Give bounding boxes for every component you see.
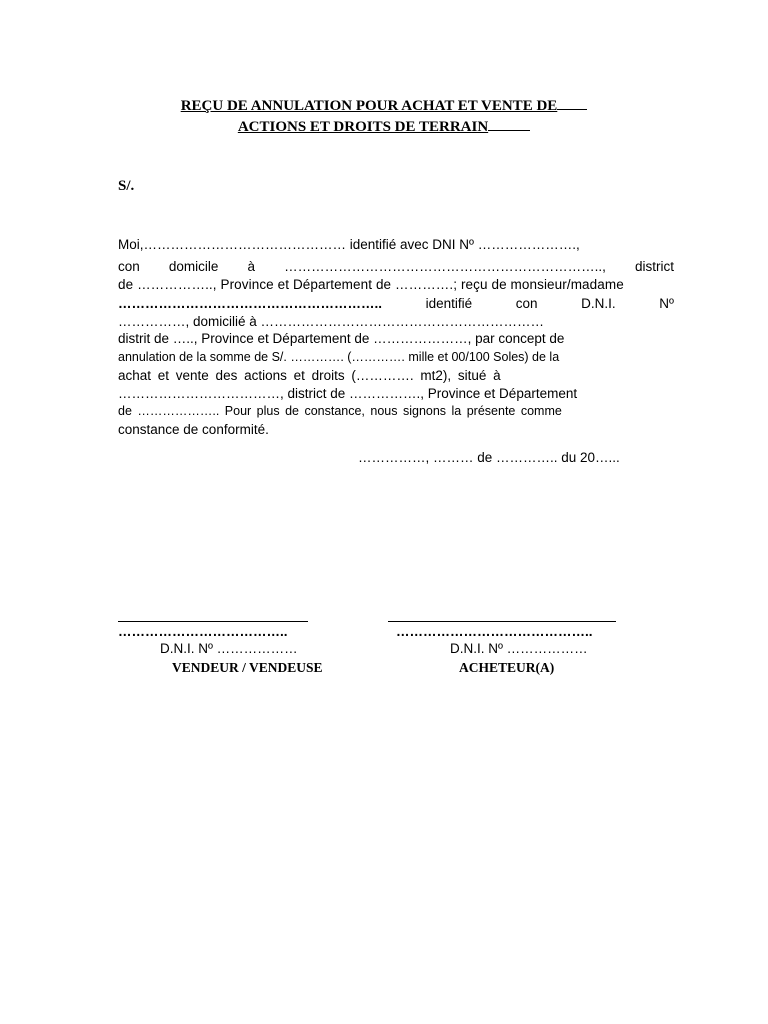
- body-word: con: [118, 259, 140, 274]
- buyer-dni: D.N.I. Nº ………………: [450, 641, 588, 656]
- seller-signature-line: [118, 621, 308, 622]
- body-line-1: Moi,……………………………………… identifié avec DNI Nº ………………….,: [118, 237, 580, 252]
- body-line-6: distrit de ….., Province et Département de …………………, par concept de: [118, 331, 565, 346]
- body-word: D.N.I.: [581, 296, 616, 311]
- seller-name-dots: ………………………………..: [118, 624, 288, 639]
- body-line-5: ……………, domicilié à ………………………………………………………: [118, 314, 545, 329]
- body-word: à: [247, 259, 256, 274]
- body-word: identifié: [425, 296, 473, 311]
- body-line-9: ………………………………, district de ……………., Province et Département: [118, 386, 578, 401]
- body-word: district: [634, 259, 674, 274]
- date-line: ……………, ……… de ………….. du 20…...: [358, 450, 620, 465]
- buyer-role: ACHETEUR(A): [459, 660, 555, 675]
- seller-dni: D.N.I. Nº ………………: [160, 641, 298, 656]
- buyer-name-dots: ……………………………………..: [396, 624, 593, 639]
- body-line-3: de …………….., Province et Département de ………….; reçu de monsieur/madame: [118, 277, 624, 292]
- buyer-signature-line: [388, 621, 616, 622]
- title-underline-tail-2: [488, 116, 530, 131]
- body-line-4: [118, 295, 674, 313]
- document-title-line-1: [0, 95, 768, 115]
- body-line-8: achat et vente des actions et droits (…………. mt2), situé à: [118, 368, 501, 383]
- body-word: con: [515, 296, 538, 311]
- seller-role: VENDEUR / VENDEUSE: [172, 660, 323, 675]
- document-title-line-2: [0, 116, 768, 136]
- body-word: ……………………………………………………………..,: [284, 259, 606, 274]
- title-text-1: REÇU DE ANNULATION POUR ACHAT ET VENTE DE: [180, 98, 558, 114]
- body-line-7: annulation de la somme de S/. …………. (…………. mille et 00/100 Soles) de la: [118, 350, 560, 364]
- title-underline-tail-1: [557, 95, 587, 110]
- body-word: Nº: [659, 296, 674, 311]
- body-word: domicile: [168, 259, 219, 274]
- body-line-2: [118, 258, 674, 276]
- title-text-2: ACTIONS ET DROITS DE TERRAIN: [237, 119, 489, 135]
- body-line-11: constance de conformité.: [118, 422, 269, 437]
- body-word: …………………………………………………..: [118, 296, 383, 311]
- body-line-10: de ……………….. Pour plus de constance, nous signons la présente comme: [118, 404, 562, 418]
- salutation: S/.: [118, 178, 135, 194]
